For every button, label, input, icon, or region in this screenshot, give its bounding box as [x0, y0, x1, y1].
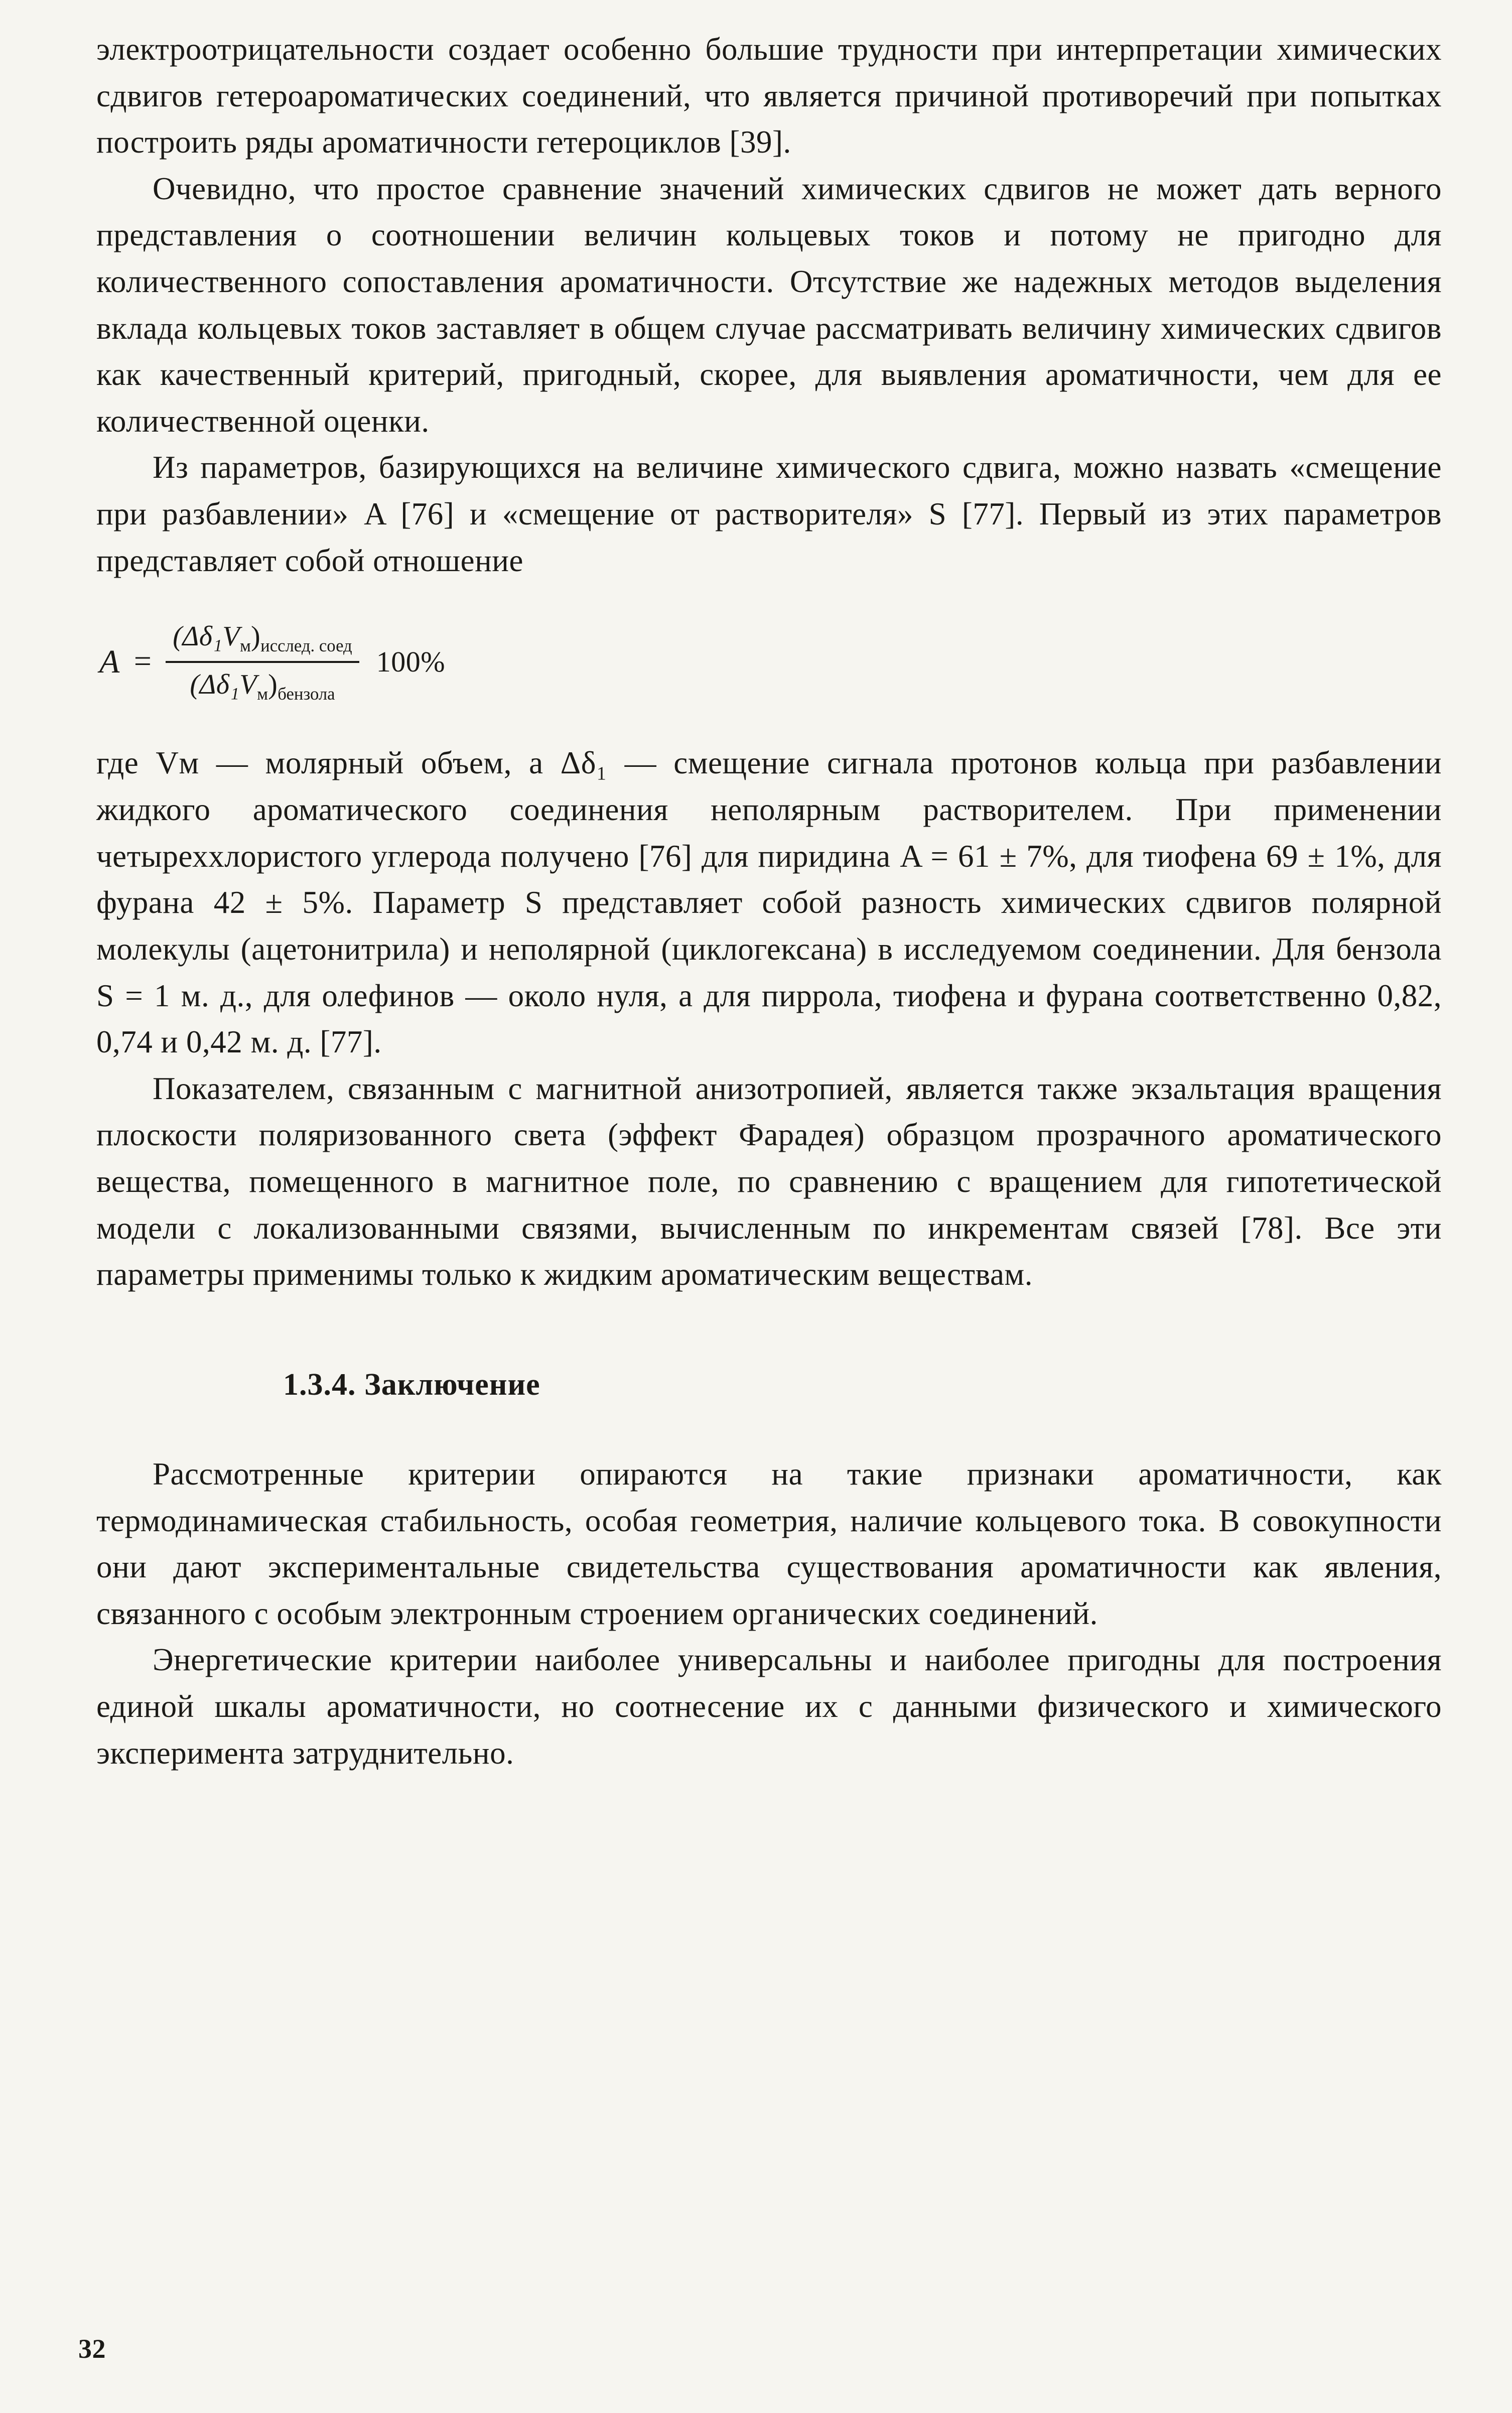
section-heading: 1.3.4. Заключение: [283, 1367, 540, 1402]
paragraph: Показателем, связанным с магнитной анизотропией, является также экзальтация вращения плоскости поляризованного света (эффект Фарадея) образцом прозрачного ароматического вещества, помещенного в магнитное поле, по сравнению с вращением для гипотетической модели с локализованными связями, вычисленным по инкрементам связей [78]. Все эти параметры применимы только к жидким ароматическим веществам.: [96, 1070, 1442, 1292]
formula-numerator: [166, 619, 359, 661]
numerator-sub-m: м: [240, 636, 251, 656]
numerator-close-paren: ): [251, 621, 261, 652]
formula-multiplier: 100%: [376, 645, 446, 679]
denominator-sub-m: м: [257, 684, 268, 704]
denominator-body: (Δδ₁V: [190, 668, 257, 700]
numerator-sub-label: исслед. соед: [260, 636, 352, 656]
formula-dilution-shift: [99, 619, 1442, 705]
paragraph: Энергетические критерии наиболее универсальны и наиболее пригодны для построения единой шкалы ароматичности, но соотнесение их с данными физического и химического эксперимента затруднительно.: [96, 1642, 1442, 1771]
formula-variable: A: [99, 643, 120, 681]
paragraph: Из параметров, базирующихся на величине химического сдвига, можно назвать «смещение при разбавлении» A [76] и «смещение от растворителя» S [77]. Первый из этих параметров представляет собой отношение: [96, 450, 1442, 578]
paragraph: Рассмотренные критерии опираются на такие признаки ароматичности, как термодинамическая стабильность, особая геометрия, наличие кольцевого тока. В совокупности они дают экспериментальные свидетельства существования ароматичности как явления, связанного с особым электронным строением органических соединений.: [96, 1456, 1442, 1631]
denominator-sub-label: бензола: [278, 684, 335, 704]
paragraph: Очевидно, что простое сравнение значений химических сдвигов не может дать верного представления о соотношении величин кольцевых токов и потому не пригодно для количественного сопоставления ароматичности. Отсутствие же надежных методов выделения вклада кольцевых токов заставляет в общем случае рассматривать величину химических сдвигов как качественный критерий, пригодный, скорее, для выявления ароматичности, чем для ее количественной оценки.: [96, 171, 1442, 439]
numerator-body: (Δδ₁V: [173, 621, 240, 652]
formula-fraction: [166, 619, 359, 705]
paragraph-continuation: электроотрицательности создает особенно большие трудности при интерпретации химических сдвигов гетероароматических соединений, что является причиной противоречий при попытках построить ряды ароматичности гетероциклов [39].: [96, 32, 1442, 160]
formula-denominator: [166, 661, 359, 705]
denominator-close-paren: ): [268, 668, 278, 700]
page-number: 32: [78, 2333, 106, 2364]
paragraph: где Vм — молярный объем, а Δδ₁ — смещение сигнала протонов кольца при разбавлении жидкого ароматического соединения неполярным растворителем. При применении четыреххлористого углерода получено [76] для пиридина A = 61 ± 7%, для тиофена 69 ± 1%, для фурана 42 ± 5%. Параметр S представляет собой разность химических сдвигов полярной молекулы (ацетонитрила) и неполярной (циклогексана) в исследуемом соединении. Для бензола S = 1 м. д., для олефинов — около нуля, а для пиррола, тиофена и фурана соответственно 0,82, 0,74 и 0,42 м. д. [77].: [96, 745, 1442, 1060]
formula-equals-sign: =: [133, 644, 152, 679]
